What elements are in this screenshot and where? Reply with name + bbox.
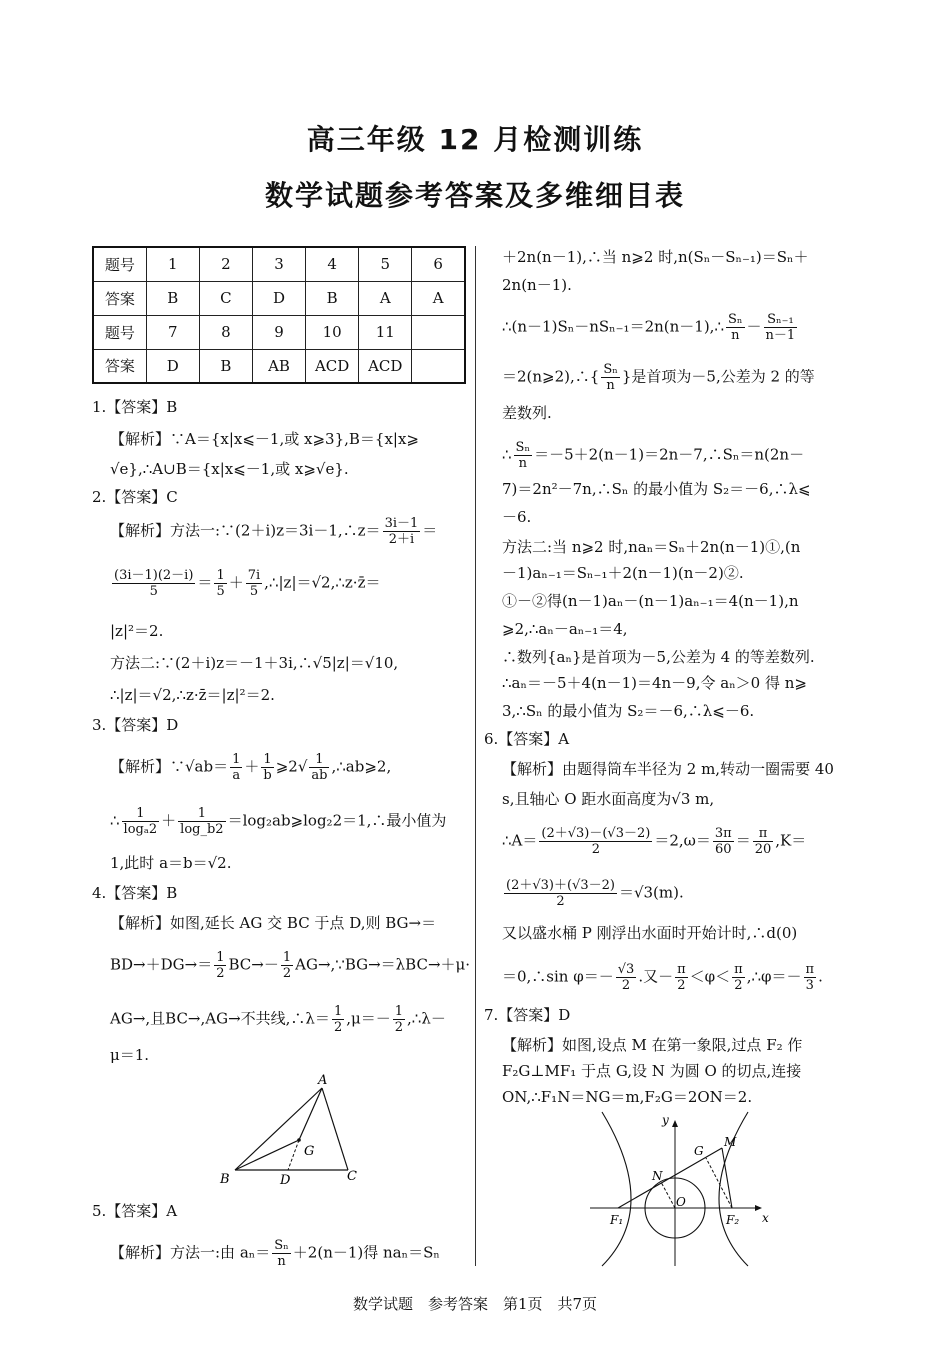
denominator: 5	[216, 584, 225, 599]
table-cell: D	[252, 281, 305, 315]
text: ＋2(n－1)得 naₙ＝Sₙ	[292, 1243, 440, 1262]
table-cell: ACD	[359, 349, 412, 383]
q6-answer: 6.【答案】A	[484, 730, 570, 748]
text: ∴(n－1)Sₙ－nSₙ₋₁＝2n(n－1),∴	[502, 317, 724, 336]
numerator: 1	[178, 806, 225, 822]
table-cell: B	[199, 349, 252, 383]
q3-line	[110, 806, 446, 837]
text: －	[746, 317, 762, 336]
denominator: n	[277, 1254, 286, 1269]
text: .又－	[638, 967, 674, 986]
label-f1: F₁	[610, 1213, 624, 1227]
text: 【解析】方法一:∵(2＋i)z＝3i－1,∴z＝	[110, 521, 381, 540]
numerator: 1	[122, 806, 160, 822]
denominator: 20	[754, 842, 772, 857]
q5-line: ∴数列{aₙ}是首项为－5,公差为 4 的等差数列.	[502, 648, 815, 666]
label-m: M	[724, 1135, 737, 1149]
text: ∴	[502, 445, 512, 464]
q5-line: －6.	[502, 508, 532, 526]
y-axis-arrow	[672, 1120, 678, 1127]
q5-line: ⩾2,∴aₙ－aₙ₋₁＝4,	[502, 620, 628, 638]
denominator: n	[606, 378, 615, 393]
denominator: b	[263, 768, 272, 783]
label-c: C	[347, 1169, 357, 1184]
text: }是首项为－5,公差为 2 的等	[621, 367, 815, 386]
table-cell: 10	[306, 315, 359, 349]
numerator: 1	[216, 568, 225, 583]
fraction	[261, 752, 273, 783]
label-b: B	[220, 1172, 230, 1187]
label-f2: F₂	[726, 1213, 740, 1227]
text: ,∴φ＝－	[746, 967, 802, 986]
table-cell: 题号	[93, 247, 146, 281]
table-row	[93, 247, 465, 281]
table-cell	[412, 315, 465, 349]
table-cell: 11	[359, 315, 412, 349]
table-cell: 2	[199, 247, 252, 281]
hyperbola-left-branch	[602, 1112, 631, 1266]
numerator: π	[805, 962, 815, 977]
text: ＝log₂ab⩾log₂2＝1,∴最小值为	[227, 811, 447, 830]
q7-line: F₂G⊥MF₁ 于点 G,设 N 为圆 O 的切点,连接	[502, 1062, 802, 1080]
text: ＋	[244, 757, 260, 776]
point-g	[297, 1138, 301, 1142]
q5-answer: 5.【答案】A	[92, 1202, 178, 1220]
q7-line: ON,∴F₁N＝NG＝m,F₂G＝2ON＝2.	[502, 1088, 753, 1106]
segment-on	[661, 1182, 675, 1208]
label-x: x	[762, 1211, 769, 1225]
table-cell: C	[199, 281, 252, 315]
fraction	[112, 568, 195, 599]
q3-line	[110, 752, 391, 783]
fraction	[753, 826, 774, 857]
text: ,∴ab⩾2,	[331, 757, 392, 776]
table-cell: B	[306, 281, 359, 315]
denominator: 2	[394, 1020, 404, 1035]
text: ＝√3(m).	[618, 883, 684, 902]
q5-line: 差数列.	[502, 404, 552, 422]
segment-ac	[322, 1088, 348, 1170]
text: ,∴λ－	[407, 1009, 446, 1028]
denominator: n	[731, 328, 740, 343]
q5-line: －1)aₙ₋₁＝Sₙ₋₁＋2(n－1)(n－2)②.	[502, 564, 744, 582]
numerator: (3i－1)(2－i)	[114, 568, 194, 583]
table-cell: D	[146, 349, 199, 383]
denominator: 5	[249, 584, 259, 599]
text: ＝	[735, 831, 751, 850]
hyperbola-figure	[582, 1110, 782, 1270]
q1-line: √e},∴A∪B＝{x|x⩽－1,或 x⩾√e}.	[110, 460, 349, 478]
q6-line	[502, 826, 806, 857]
fraction	[230, 752, 242, 783]
q5-line: 2n(n－1).	[502, 276, 572, 294]
text: BC→－	[228, 955, 279, 974]
q7-answer: 7.【答案】D	[484, 1006, 571, 1024]
text: ＝	[197, 573, 213, 592]
table-cell: 答案	[93, 281, 146, 315]
page-footer: 数学试题 参考答案 第1页 共7页	[352, 1295, 598, 1313]
q6-line: 【解析】由题得筒车半径为 2 m,转动一圈需要 40	[502, 760, 834, 778]
q2-line: 方法二:∵(2＋i)z＝－1＋3i,∴√5|z|＝√10,	[110, 654, 399, 672]
q5-line	[502, 440, 804, 471]
text: ,∴|z|＝√2,∴z·z̄＝	[264, 573, 381, 592]
text: ＝0,∴sin φ＝－	[502, 967, 614, 986]
text: ＝－5＋2(n－1)＝2n－7,∴Sₙ＝n(2n－	[534, 445, 805, 464]
numerator: Sₙ	[274, 1238, 289, 1253]
fraction	[214, 568, 226, 599]
column-divider	[475, 246, 476, 1266]
fraction	[804, 962, 817, 993]
fraction	[675, 962, 688, 993]
denominator: a	[232, 768, 241, 783]
label-o: O	[676, 1195, 686, 1209]
q1-line: 【解析】∵A＝{x|x⩽－1,或 x⩾3},B＝{x|x⩾	[110, 430, 419, 448]
text: ⩾2√	[275, 757, 308, 776]
q2-answer: 2.【答案】C	[92, 488, 178, 506]
q4-line: 【解析】如图,延长 AG 交 BC 于点 D,则 BG→＝	[110, 914, 437, 932]
table-cell: 7	[146, 315, 199, 349]
denominator: 2	[282, 966, 292, 981]
label-y: y	[662, 1113, 669, 1127]
numerator: (2＋√3)＋(√3－2)	[506, 878, 615, 893]
numerator: 1	[232, 752, 241, 767]
q7-line: 【解析】如图,设点 M 在第一象限,过点 F₂ 作	[502, 1036, 803, 1054]
q5-line: 3,∴Sₙ 的最小值为 S₂＝－6,∴λ⩽－6.	[502, 702, 755, 720]
denominator: 2	[621, 978, 631, 993]
numerator: Sₙ₋₁	[764, 312, 798, 328]
text: BD→＋DG→＝	[110, 955, 213, 974]
table-cell: 5	[359, 247, 412, 281]
q6-line: s,且轴心 O 距水面高度为√3 m,	[502, 790, 715, 808]
segment-ag	[299, 1088, 322, 1140]
fraction	[764, 312, 798, 343]
denominator: n－1	[765, 328, 796, 343]
text: ＋	[161, 811, 177, 830]
numerator: π	[734, 962, 743, 977]
text: ,K＝	[775, 831, 807, 850]
label-a: A	[318, 1073, 328, 1088]
numerator: 7i	[247, 568, 261, 583]
table-cell: 3	[252, 247, 305, 281]
denominator: 2	[591, 842, 600, 857]
fraction	[726, 312, 745, 343]
fraction	[122, 806, 160, 837]
numerator: 1	[261, 752, 273, 768]
table-row	[93, 349, 465, 383]
page-title: 高三年级 12 月检测训练	[306, 123, 644, 156]
fraction	[272, 1238, 291, 1269]
fraction	[601, 362, 620, 393]
q2-line	[110, 568, 380, 599]
text: ＋	[228, 573, 244, 592]
text: ＝2,ω＝	[654, 831, 711, 850]
q4-line: μ＝1.	[110, 1046, 150, 1064]
q5-line: ∴aₙ＝－5＋4(n－1)＝4n－9,令 aₙ＞0 得 n⩾	[502, 674, 807, 692]
denominator: logₐ2	[123, 822, 158, 837]
numerator: √3	[617, 962, 635, 977]
text: ＝2(n⩾2),∴{	[502, 367, 600, 386]
answer-table	[92, 246, 466, 384]
text: ∴	[110, 811, 120, 830]
fraction	[713, 826, 734, 857]
fraction	[332, 1004, 344, 1035]
text: ＝	[422, 521, 438, 540]
numerator: π	[753, 826, 774, 842]
denominator: 5	[149, 584, 158, 599]
table-cell: 1	[146, 247, 199, 281]
q2-line	[110, 516, 437, 547]
table-cell: 9	[252, 315, 305, 349]
numerator: 1	[216, 950, 225, 965]
q3-line: 1,此时 a＝b＝√2.	[110, 854, 232, 872]
page-subtitle: 数学试题参考答案及多维细目表	[264, 179, 685, 212]
numerator: π	[677, 962, 686, 977]
denominator: 3	[805, 978, 814, 993]
table-cell: 答案	[93, 349, 146, 383]
numerator: 3π	[714, 826, 732, 841]
q2-line: ∴|z|＝√2,∴z·z̄＝|z|²＝2.	[110, 686, 275, 704]
denominator: 2	[556, 894, 565, 909]
q6-line	[502, 962, 823, 993]
numerator: Sₙ	[603, 362, 618, 377]
q6-line: 又以盛水桶 P 刚浮出水面时开始计时,∴d(0)	[502, 924, 798, 942]
q2-line: |z|²＝2.	[110, 622, 164, 640]
numerator: 1	[394, 1004, 404, 1019]
denominator: 2	[216, 966, 225, 981]
fraction	[383, 516, 421, 547]
denominator: 60	[715, 842, 732, 857]
label-d: D	[280, 1173, 291, 1188]
denominator: 2	[677, 978, 686, 993]
fraction	[514, 440, 533, 471]
numerator: (2＋√3)－(√3－2)	[541, 826, 651, 841]
q5-line: ＋2n(n－1),∴当 n⩾2 时,n(Sₙ－Sₙ₋₁)＝Sₙ＋	[502, 248, 809, 266]
denominator: 2	[333, 1020, 343, 1035]
fraction	[214, 950, 226, 981]
table-cell: AB	[252, 349, 305, 383]
q4-line	[110, 1004, 446, 1035]
fraction	[539, 826, 652, 857]
table-cell: 题号	[93, 315, 146, 349]
label-g: G	[694, 1144, 704, 1158]
q5-line: ①－②得(n－1)aₙ－(n－1)aₙ₋₁＝4(n－1),n	[502, 592, 799, 610]
q5-line	[110, 1238, 440, 1269]
denominator: 2＋i	[388, 532, 415, 547]
fraction	[178, 806, 225, 837]
table-cell: 8	[199, 315, 252, 349]
denominator: ab	[311, 768, 328, 783]
numerator: 1	[309, 752, 329, 768]
numerator: Sₙ	[728, 312, 743, 327]
numerator: 1	[333, 1004, 343, 1019]
q5-line: 方法二:当 n⩾2 时,naₙ＝Sₙ＋2n(n－1)①,(n	[502, 538, 801, 556]
q5-line: 7)＝2n²－7n,∴Sₙ 的最小值为 S₂＝－6,∴λ⩽	[502, 480, 811, 498]
label-g: G	[304, 1144, 315, 1159]
text: ＜φ＜	[689, 967, 731, 986]
fraction	[393, 1004, 405, 1035]
fraction	[281, 950, 293, 981]
table-cell: B	[146, 281, 199, 315]
text: 【解析】方法一:由 aₙ＝	[110, 1243, 271, 1262]
denominator: 2	[734, 978, 743, 993]
table-cell: 6	[412, 247, 465, 281]
q6-line	[502, 878, 684, 909]
fraction	[616, 962, 637, 993]
text: 【解析】∵√ab＝	[110, 757, 229, 776]
text: ∴A＝	[502, 831, 538, 850]
q4-answer: 4.【答案】B	[92, 884, 178, 902]
text: ,μ＝－	[346, 1009, 391, 1028]
q1-answer: 1.【答案】B	[92, 398, 178, 416]
q5-line	[502, 312, 799, 343]
fraction	[504, 878, 617, 909]
fraction	[309, 752, 329, 783]
x-axis-arrow	[755, 1205, 762, 1211]
q4-line	[110, 950, 470, 981]
table-cell: ACD	[306, 349, 359, 383]
text: .	[818, 967, 823, 986]
table-cell: A	[412, 281, 465, 315]
label-n: N	[652, 1169, 663, 1183]
table-row	[93, 315, 465, 349]
table-row	[93, 281, 465, 315]
numerator: 3i－1	[384, 516, 419, 531]
table-cell: A	[359, 281, 412, 315]
numerator: 1	[282, 950, 292, 965]
table-cell	[412, 349, 465, 383]
q3-answer: 3.【答案】D	[92, 716, 179, 734]
text: AG→,∵BG→＝λBC→＋μ·	[295, 955, 471, 974]
fraction	[246, 568, 262, 599]
q5-line	[502, 362, 815, 393]
fraction	[732, 962, 745, 993]
table-cell: 4	[306, 247, 359, 281]
numerator: Sₙ	[515, 440, 531, 455]
triangle-figure	[210, 1070, 370, 1190]
text: AG→,且BC→,AG→不共线,∴λ＝	[110, 1009, 330, 1028]
denominator: n	[518, 456, 527, 471]
denominator: log_b2	[180, 822, 224, 837]
